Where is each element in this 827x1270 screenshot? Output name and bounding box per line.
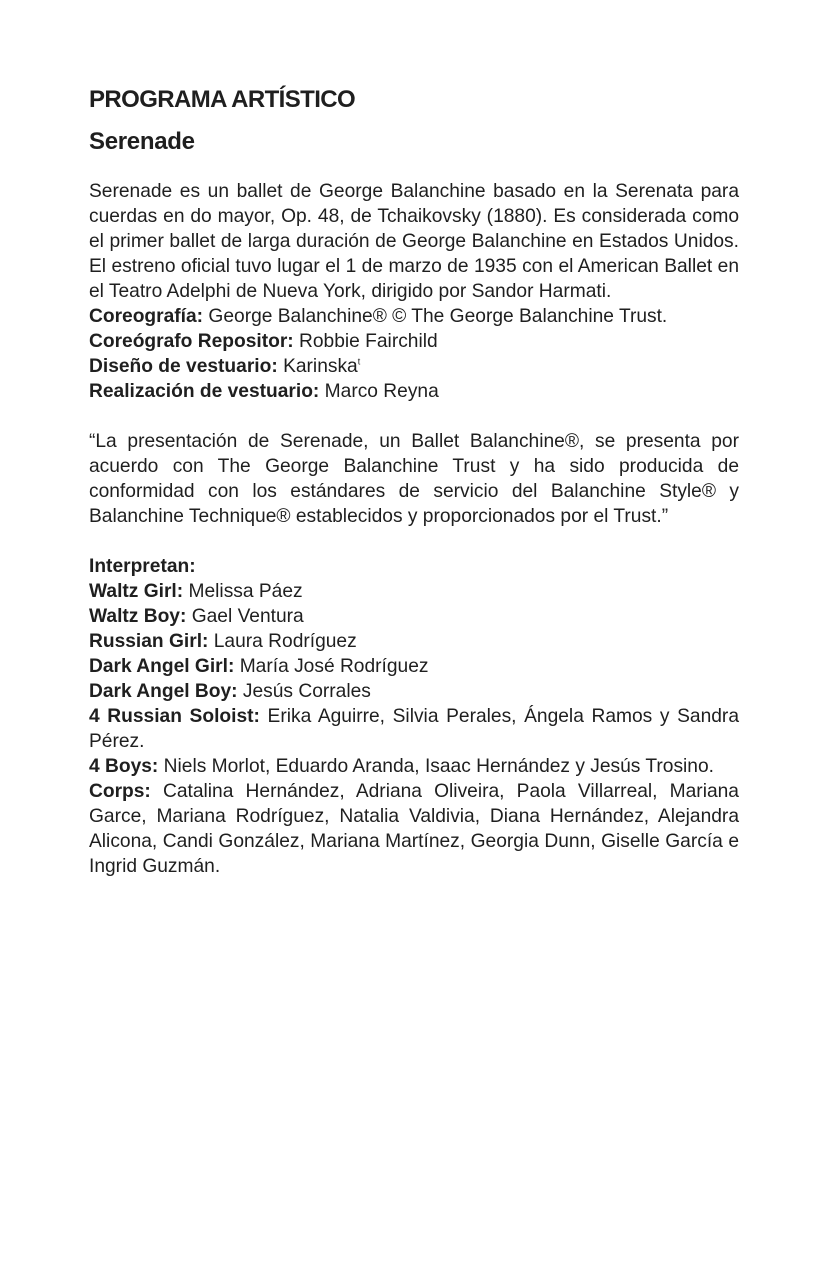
cast-performers: Niels Morlot, Eduardo Aranda, Isaac Hernández y Jesús Trosino. (163, 756, 714, 777)
credit-choreography (89, 304, 739, 329)
cast-item (89, 654, 739, 679)
cast-item (89, 779, 739, 879)
cast-role: Russian Girl: (89, 631, 209, 652)
cast-role: Waltz Boy: (89, 606, 187, 627)
cast-item (89, 579, 739, 604)
intro-paragraph: Serenade es un ballet de George Balanchine basado en la Serenata para cuerdas en do mayor, Op. 48, de Tchaikovsky (1880). Es considerada como el primer ballet de larga duración de George Balanchine en Estados Unidos. El estreno oficial tuvo lugar el 1 de marzo de 1935 con el American Ballet en el Teatro Adelphi de Nueva York, dirigido por Sandor Harmati. (89, 181, 739, 302)
cast-item (89, 629, 739, 654)
section-title: PROGRAMA ARTÍSTICO (89, 86, 356, 113)
spacer (89, 404, 739, 429)
cast-role: 4 Boys: (89, 756, 159, 777)
program-page (89, 84, 739, 879)
credit-label: Realización de vestuario: (89, 381, 320, 402)
credits-list (89, 304, 739, 404)
work-title: Serenade (89, 128, 195, 155)
credit-label: Coreografía: (89, 306, 204, 327)
cast-role: Corps: (89, 781, 151, 802)
cast-list (89, 554, 739, 879)
cast-performers: María José Rodríguez (239, 656, 429, 677)
credit-value: Robbie Fairchild (299, 331, 438, 352)
credit-label: Diseño de vestuario: (89, 356, 278, 377)
cast-item (89, 754, 739, 779)
credit-value: Karinska (283, 356, 358, 377)
credit-superscript: t (357, 356, 361, 367)
cast-role: Dark Angel Boy: (89, 681, 238, 702)
cast-item (89, 704, 739, 754)
cast-performers: Erika Aguirre, Silvia Perales, Ángela Ramos y Sandra Pérez. (89, 706, 739, 752)
cast-heading: Interpretan: (89, 556, 196, 577)
cast-item (89, 679, 739, 704)
credit-costume-making (89, 379, 739, 404)
cast-performers: Melissa Páez (188, 581, 303, 602)
spacer (89, 529, 739, 554)
cast-performers: Gael Ventura (191, 606, 304, 627)
cast-role: Waltz Girl: (89, 581, 184, 602)
cast-performers: Jesús Corrales (242, 681, 371, 702)
cast-role: Dark Angel Girl: (89, 656, 235, 677)
credit-value: Marco Reyna (324, 381, 439, 402)
credit-repetiteur (89, 329, 739, 354)
credit-label: Coreógrafo Repositor: (89, 331, 294, 352)
cast-role: 4 Russian Soloist: (89, 706, 260, 727)
trust-quote: “La presentación de Serenade, un Ballet Balanchine®, se presenta por acuerdo con The George Balanchine Trust y ha sido producida de conformidad con los estándares de servicio del Balanchine Style® y Balanchine Technique® establecidos y proporcionados por el Trust.” (89, 431, 739, 527)
credit-value: George Balanchine® © The George Balanchine Trust. (208, 306, 668, 327)
credit-costume-design (89, 354, 739, 379)
cast-item (89, 604, 739, 629)
cast-performers: Catalina Hernández, Adriana Oliveira, Paola Villarreal, Mariana Garce, Mariana Rodríguez, Natalia Valdivia, Diana Hernández, Alejandra Alicona, Candi González, Mariana Martínez, Georgia Dunn, Giselle García e Ingrid Guzmán. (89, 781, 739, 877)
cast-performers: Laura Rodríguez (213, 631, 357, 652)
